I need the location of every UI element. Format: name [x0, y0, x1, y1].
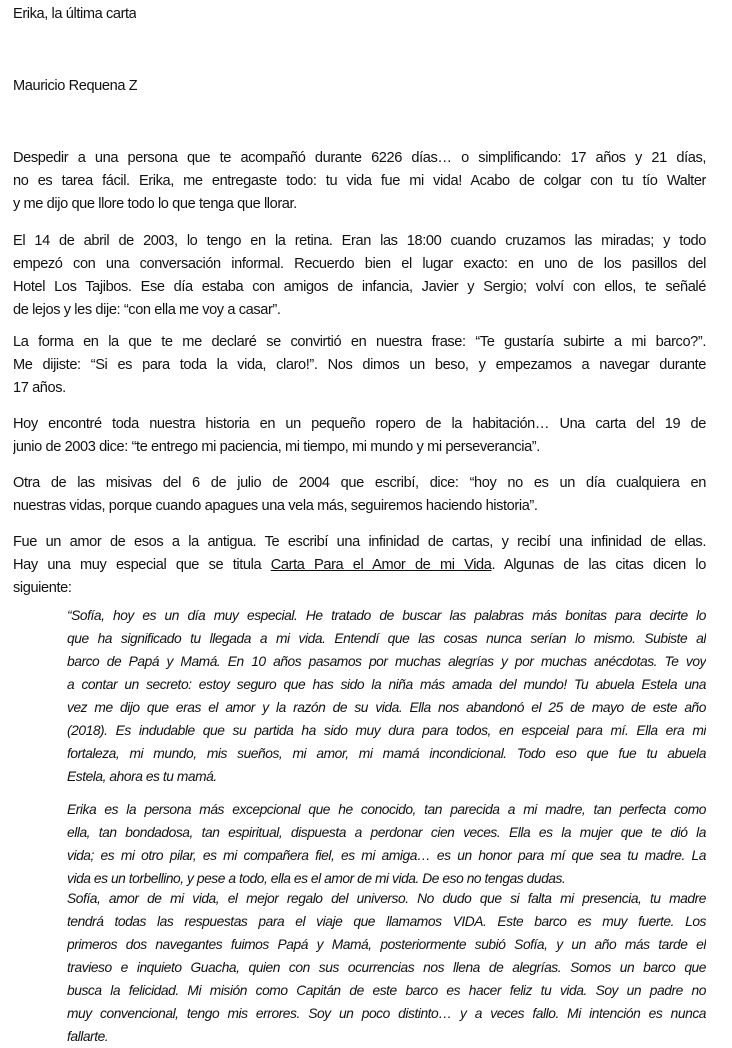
text-span: Hay una muy especial que se titula — [13, 557, 271, 573]
letter-title-link[interactable]: Carta Para el Amor de mi Vida — [270, 557, 492, 573]
quote-line: travieso e inquieto Guacha, quien con sus ocurrencias nos llena de alegrías. Somos un barco que — [67, 960, 706, 975]
quote-line: barco de Papá y Mamá. En 10 años pasamos por muchas alegrías y por muchas anécdotas. Te voy — [67, 654, 706, 669]
text-line: Me dijiste: “Si es para toda la vida, claro!”. Nos dimos un beso, y empezamos a navegar durante — [13, 357, 706, 373]
document-title: Erika, la última carta — [13, 6, 137, 22]
quote-line: Erika es la persona más excepcional que he conocido, tan parecida a mi madre, tan perfecta como — [67, 802, 706, 817]
text-line: y me dijo que llore todo lo que tenga que llorar. — [13, 196, 297, 212]
quote-line: primeros dos navegantes fuimos Papá y Mamá, posteriormente subió Sofía, y un año más tarde el — [67, 937, 706, 952]
text-line: junio de 2003 dice: “te entrego mi paciencia, mi tiempo, mi mundo y mi perseverancia”. — [13, 439, 540, 455]
text-line: Fue un amor de esos a la antigua. Te escribí una infinidad de cartas, y recibí una infinidad de ellas. — [13, 534, 706, 550]
text-line: no es tarea fácil. Erika, me entregaste todo: tu vida fue mi vida! Acabo de colgar con tu tío Walter — [13, 173, 706, 189]
text-line: Hoy encontré toda nuestra historia en un pequeño ropero de la habitación… Una carta del 19 de — [13, 416, 706, 432]
quote-line: fortaleza, mi mundo, mis sueños, mi amor, mi mamá incondicional. Todo eso que fue tu abuela — [67, 746, 706, 761]
quote-line: muy convencional, tengo mis errores. Soy un poco distinto… y a veces fallo. Mi intención es nunca — [67, 1006, 706, 1021]
text-line: nuestras vidas, porque cuando apagues una vela más, seguiremos haciendo historia”. — [13, 498, 538, 514]
text-line: siguiente: — [13, 580, 72, 596]
quote-line: Estela, ahora es tu mamá. — [67, 769, 217, 784]
text-line: empezó con una conversación informal. Recuerdo bien el lugar exacto: en uno de los pasillos del — [13, 256, 706, 272]
quote-line: tendrá todas las respuestas para el viaje que llamamos VIDA. Este barco es muy fuerte. Los — [67, 914, 706, 929]
text-line: Otra de las misivas del 6 de julio de 2004 que escribí, dice: “hoy no es un día cualquiera en — [13, 475, 706, 491]
quote-line: a contar un secreto: estoy seguro que has sido la niña más amada del mundo! Tu abuela Estela una — [67, 677, 706, 692]
text-line — [13, 555, 706, 576]
quote-line: ella, tan bondadosa, tan espiritual, dispuesta a perdonar cien veces. Ella es la mujer que te dió la — [67, 825, 706, 840]
text-line: de lejos y les dije: “con ella me voy a casar”. — [13, 302, 281, 318]
quote-line: vida es un torbellino, y pese a todo, ella es el amor de mi vida. De eso no tengas dudas. — [67, 871, 566, 886]
quote-line: vida; es mi otro pilar, es mi compañera fiel, es mi amiga… es un honor para mí que sea tu madre. La — [67, 848, 706, 863]
quote-line: (2018). Es indudable que su partida ha sido muy dura para todos, en espceial para mí. Ella era mi — [67, 723, 706, 738]
text-line: 17 años. — [13, 380, 66, 396]
text-line: El 14 de abril de 2003, lo tengo en la retina. Eran las 18:00 cuando cruzamos las miradas; y todo — [13, 233, 706, 249]
document-author: Mauricio Requena Z — [13, 78, 138, 94]
quote-line: busca la felicidad. Mi misión como Capitán de este barco es hacer feliz tu vida. Soy un padre no — [67, 983, 706, 998]
quote-line: “Sofía, hoy es un día muy especial. He tratado de buscar las palabras más bonitas para decirte lo — [67, 608, 706, 623]
quote-line: vez me dijo que eras el amor y la razón de su vida. Ella nos abandonó el 25 de mayo de este año — [67, 700, 706, 715]
text-span: . Algunas de las citas dicen lo — [491, 557, 706, 573]
text-line: Despedir a una persona que te acompañó durante 6226 días… o simplificando: 17 años y 21 días, — [13, 150, 706, 166]
text-line: La forma en la que te me declaré se convirtió en nuestra frase: “Te gustaría subirte a mi barco?”. — [13, 334, 706, 350]
quote-line: Sofía, amor de mi vida, el mejor regalo del universo. No dudo que si falta mi presencia, tu madre — [67, 891, 706, 906]
quote-line: fallarte. — [67, 1029, 109, 1044]
quote-line: que ha significado tu llegada a mi vida. Entendí que las cosas nunca serían lo mismo. Subiste al — [67, 631, 706, 646]
text-line: Hotel Los Tajibos. Ese día estaba con amigos de infancia, Javier y Sergio; volví con ellos, te señalé — [13, 279, 706, 295]
